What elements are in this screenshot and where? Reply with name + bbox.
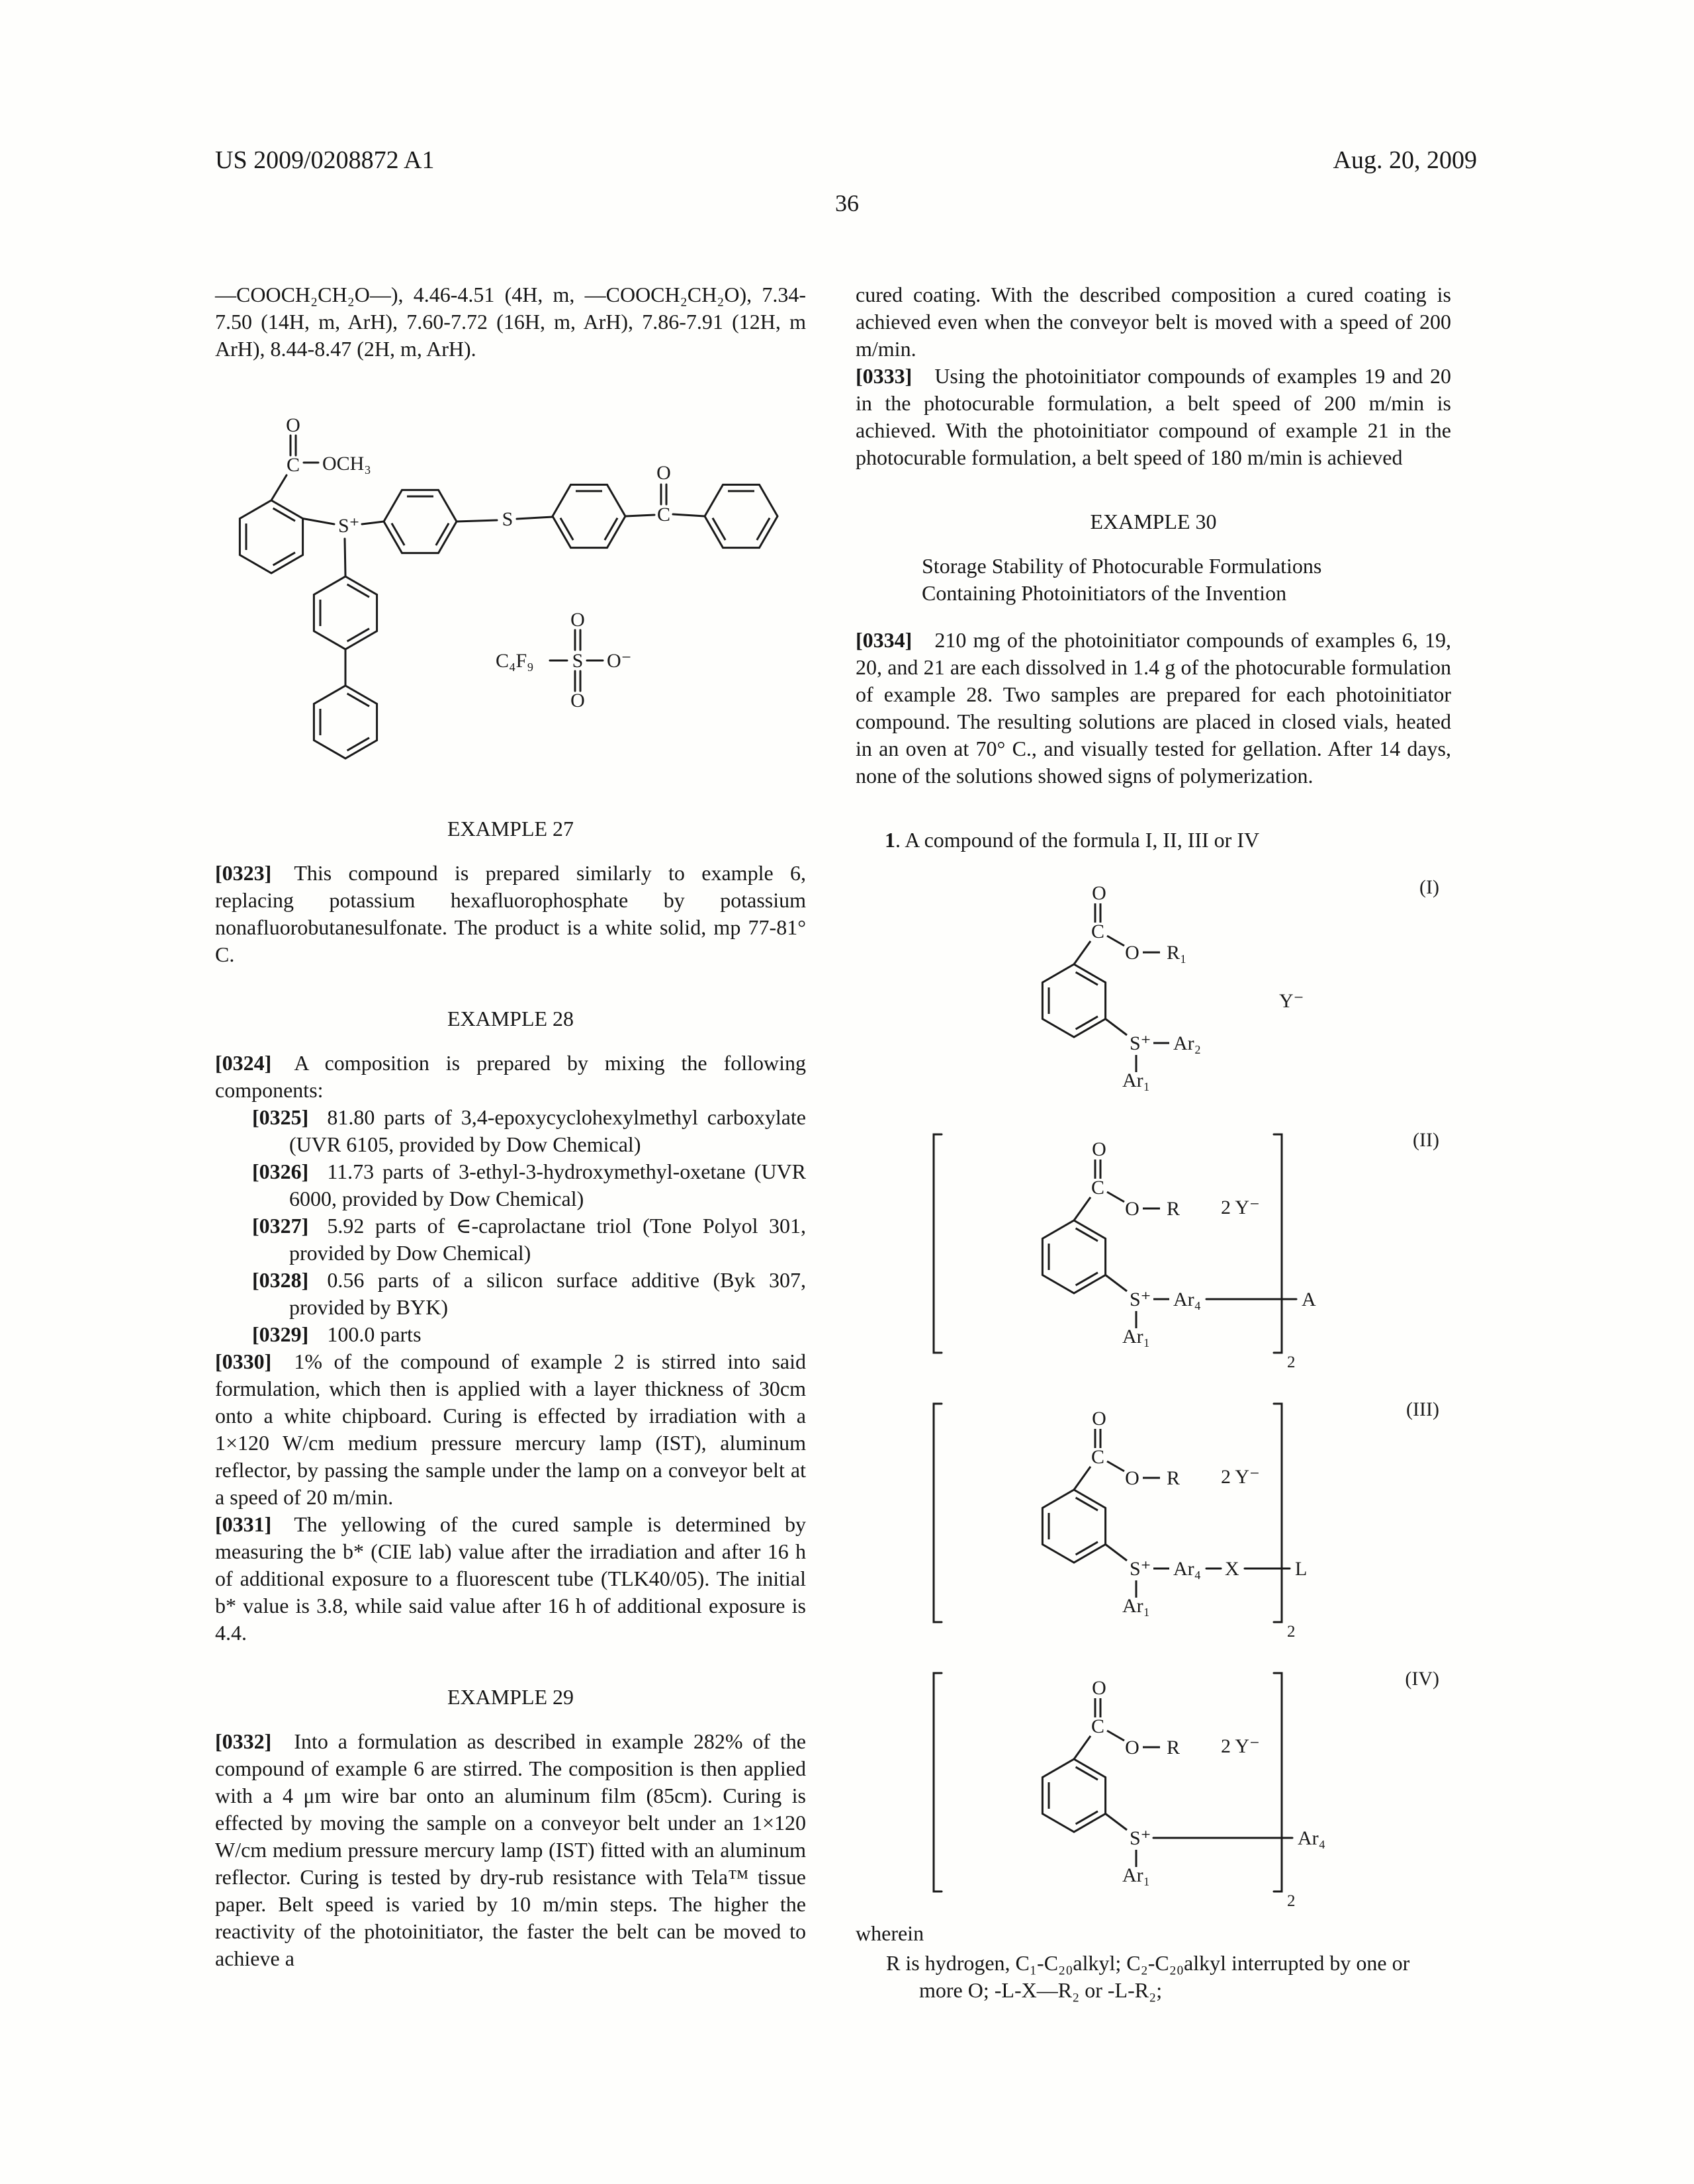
continuation-paragraph: cured coating. With the described composition a cured coating is achieved even when the conveyor belt is moved with a speed of 200 m/min. <box>856 283 1451 361</box>
paragraph-tag: [0329] <box>252 1322 309 1346</box>
paragraph-0324 <box>215 1050 806 1104</box>
left-bracket <box>934 1404 942 1622</box>
right-bracket <box>1274 1134 1282 1353</box>
nmr-continuation-text: —COOCH₂CH₂O—), 4.46-4.51 (4H, m, —COOCH₂CH₂O), 7.34-7.50 (14H, m, ArH), 7.60-7.72 (16H, m, ArH), 7.86-7.91 (12H, m ArH), 8.44-8.47 (2H, m, ArH). <box>215 283 806 361</box>
bracket-subscript: 2 <box>1287 1892 1296 1910</box>
patent-number: US 2009/0208872 A1 <box>215 146 435 174</box>
ar2-label: Ar₂ <box>1173 1032 1202 1054</box>
ar1-label: Ar₁ <box>1122 1595 1151 1617</box>
sulfonium-salt-structure-diagram <box>215 394 804 778</box>
formula-iii-diagram <box>856 1384 1445 1645</box>
right-bracket <box>1274 1404 1282 1622</box>
paragraph-text: A composition is prepared by mixing the following components: <box>215 1051 806 1102</box>
paragraph-text: 11.73 parts of 3-ethyl-3-hydroxymethyl-oxetane (UVR 6000, provided by Dow Chemical) <box>289 1160 806 1210</box>
paragraph-text: 81.80 parts of 3,4-epoxycyclohexylmethyl carboxylate (UVR 6105, provided by Dow Chemical) <box>289 1105 806 1156</box>
benzoyl-carbon-label: C <box>656 504 671 525</box>
counterion-label: 2 Y⁻ <box>1221 1466 1260 1488</box>
paragraph-tag: [0331] <box>215 1512 272 1536</box>
benzene-ring <box>705 484 778 547</box>
nonaflate-oxide-label: O⁻ <box>607 650 632 672</box>
claim-1 <box>856 827 1451 854</box>
ester-oxygen-label: O <box>1125 1737 1139 1758</box>
nonaflate-oxygen-top-label: O <box>570 609 585 631</box>
example-29-heading: EXAMPLE 29 <box>447 1685 574 1709</box>
benzene-ring <box>314 576 377 649</box>
carbonyl-carbon-label: C <box>1091 1177 1105 1199</box>
benzene-ring <box>314 686 377 758</box>
paragraph-0331 <box>215 1511 806 1647</box>
paragraph-0334 <box>856 627 1451 790</box>
nonaflate-chain-label: C₄F₉ <box>496 650 534 672</box>
formula-ii-number: (II) <box>1413 1129 1439 1151</box>
paragraph-0329 <box>215 1321 806 1348</box>
claim-number: 1 <box>885 828 895 852</box>
sulfonium-label: S⁺ <box>338 515 360 537</box>
benzene-ring <box>384 490 457 553</box>
left-bracket <box>934 1134 942 1353</box>
paragraph-0332 <box>215 1728 806 1972</box>
paragraph-text: The yellowing of the cured sample is determined by measuring the b* (CIE lab) value after the irradiation and after 16 h of additional exposure to a fluorescent tube (TLK40/05). The initial b* value is 3.8, while said value after 16 h of additional exposure is 4.4. <box>215 1512 806 1645</box>
methoxy-label: OCH₃ <box>322 453 371 475</box>
a-group-label: A <box>1302 1289 1316 1310</box>
right-bracket <box>1274 1673 1282 1891</box>
r-substituent-label: R <box>1167 1737 1181 1758</box>
example-28-heading: EXAMPLE 28 <box>447 1007 574 1030</box>
paragraph-0333 <box>856 363 1451 471</box>
paragraph-text: 0.56 parts of a silicon surface additive (Byk 307, provided by BYK) <box>289 1268 806 1319</box>
carbonyl-oxygen-label: O <box>1092 1138 1106 1160</box>
bracket-subscript: 2 <box>1287 1623 1296 1641</box>
carbonyl-oxygen-label: O <box>1092 882 1106 904</box>
formula-iii-number: (III) <box>1406 1398 1439 1420</box>
paragraph-0323 <box>215 860 806 968</box>
ester-carbonyl-oxygen-label: O <box>286 414 300 436</box>
example-30-subtitle: Storage Stability of Photocurable Formulations Containing Photoinitiators of the Invention <box>922 554 1322 605</box>
r-definition: R is hydrogen, C₁-C₂₀alkyl; C₂-C₂₀alkyl interrupted by one or more O; -L-X—R₂ or -L-R₂; <box>886 1951 1410 2002</box>
r-substituent-label: R <box>1167 1467 1181 1489</box>
paragraph-text: 1% of the compound of example 2 is stirred into said formulation, which then is applied with a layer thickness of 30cm onto a white chipboard. Curing is effected by irradiation with a 1×120 W/cm medium pressure mercury lamp (IST), aluminum reflector, by passing the sample under the lamp on a conveyor belt at a speed of 20 m/min. <box>215 1349 806 1509</box>
left-bracket <box>934 1673 942 1891</box>
sulfonium-label: S⁺ <box>1130 1289 1151 1310</box>
paragraph-text: This compound is prepared similarly to example 6, replacing potassium hexafluorophosphate by potassium nonafluorobutanesulfonate. The product is a white solid, mp 77-81° C. <box>215 861 806 966</box>
ester-oxygen-label: O <box>1125 1467 1139 1489</box>
paragraph-tag: [0334] <box>856 628 913 652</box>
paragraph-tag: [0324] <box>215 1051 272 1075</box>
r-substituent-label: R <box>1167 1198 1181 1220</box>
example-30-heading: EXAMPLE 30 <box>1090 510 1217 533</box>
carbonyl-carbon-label: C <box>1091 921 1105 942</box>
paragraph-0325 <box>215 1104 806 1158</box>
bracket-subscript: 2 <box>1287 1353 1296 1371</box>
wherein-line: wherein <box>856 1921 924 1945</box>
ester-oxygen-label: O <box>1125 1198 1139 1220</box>
publication-date: Aug. 20, 2009 <box>1333 146 1477 174</box>
counterion-label: 2 Y⁻ <box>1221 1197 1260 1218</box>
formula-iv-diagram <box>856 1653 1445 1915</box>
ar4-label: Ar₄ <box>1173 1289 1202 1310</box>
paragraph-tag: [0330] <box>215 1349 272 1373</box>
paragraph-text: 100.0 parts <box>327 1322 422 1346</box>
paragraph-text: Using the photoinitiator compounds of examples 19 and 20 in the photocurable formulation, a belt speed of 200 m/min is achieved. With the photoinitiator compound of example 21 in the photocurable formulation, a belt speed of 180 m/min is achieved <box>856 364 1451 469</box>
claim-text: . A compound of the formula I, II, III or IV <box>895 828 1260 852</box>
paragraph-tag: [0325] <box>252 1105 309 1129</box>
nonaflate-sulfur-label: S <box>572 650 584 672</box>
sulfonium-label: S⁺ <box>1130 1558 1151 1580</box>
paragraph-tag: [0332] <box>215 1729 272 1753</box>
paragraph-tag: [0328] <box>252 1268 309 1292</box>
left-column <box>215 281 806 1972</box>
sulfonium-label: S⁺ <box>1130 1827 1151 1849</box>
formula-i-diagram <box>856 862 1445 1107</box>
paragraph-tag: [0323] <box>215 861 272 885</box>
formula-ii-diagram <box>856 1115 1445 1376</box>
x-linker-label: X <box>1225 1558 1239 1580</box>
ester-carbon-label: C <box>286 454 300 476</box>
paragraph-text: Into a formulation as described in example 282% of the compound of example 6 are stirred. The composition is then applied with a 4 μm wire bar onto an aluminum film (85cm). Curing is effected by moving the sample on a conveyor belt under an 1×120 W/cm medium pressure mercury lamp (IST) fitted with an aluminum reflector. Curing is tested by dry-rub resistance with Tela™ tissue paper. Belt speed is varied by 10 m/min steps. The higher the reactivity of the photoinitiator, the faster the belt can be moved to achieve a <box>215 1729 806 1970</box>
l-group-label: L <box>1295 1558 1308 1580</box>
paragraph-0326 <box>215 1158 806 1212</box>
benzoyl-oxygen-label: O <box>656 462 671 484</box>
carbonyl-oxygen-label: O <box>1092 1677 1106 1699</box>
formula-i-number: (I) <box>1419 876 1439 898</box>
ar4-label: Ar₄ <box>1298 1827 1326 1849</box>
ar4-label: Ar₄ <box>1173 1558 1202 1580</box>
benzene-ring <box>240 500 302 573</box>
paragraph-0328 <box>215 1267 806 1321</box>
carbonyl-carbon-label: C <box>1091 1715 1105 1737</box>
ester-oxygen-label: O <box>1125 942 1139 964</box>
paragraph-tag: [0333] <box>856 364 913 388</box>
ar1-label: Ar₁ <box>1122 1069 1151 1091</box>
example-27-heading: EXAMPLE 27 <box>447 817 574 841</box>
sulfonium-label: S⁺ <box>1130 1032 1151 1054</box>
right-column <box>856 281 1451 2004</box>
formula-iv-number: (IV) <box>1405 1668 1439 1690</box>
ar1-label: Ar₁ <box>1122 1864 1151 1886</box>
paragraph-0327 <box>215 1212 806 1267</box>
thioether-sulfur-label: S <box>502 508 513 530</box>
counterion-label: 2 Y⁻ <box>1221 1735 1260 1757</box>
paragraph-text: 210 mg of the photoinitiator compounds of examples 6, 19, 20, and 21 are each dissolved in 1.4 g of the photocurable formulation of example 28. Two samples are prepared for each photoinitiator compound. The resulting solutions are placed in closed vials, heated in an oven at 70° C., and visually tested for gellation. After 14 days, none of the solutions showed signs of polymerization. <box>856 628 1451 788</box>
r1-substituent-label: R₁ <box>1167 942 1187 964</box>
ar1-label: Ar₁ <box>1122 1326 1151 1347</box>
nonaflate-oxygen-bottom-label: O <box>570 690 585 711</box>
carbonyl-carbon-label: C <box>1091 1446 1105 1468</box>
carbonyl-oxygen-label: O <box>1092 1408 1106 1430</box>
benzene-ring <box>553 484 625 547</box>
paragraph-text: 5.92 parts of ∈-caprolactane triol (Tone Polyol 301, provided by Dow Chemical) <box>289 1214 806 1265</box>
page-number: 36 <box>835 190 859 216</box>
paragraph-tag: [0326] <box>252 1160 309 1183</box>
paragraph-tag: [0327] <box>252 1214 309 1238</box>
paragraph-0330 <box>215 1348 806 1511</box>
counterion-label: Y⁻ <box>1279 990 1304 1012</box>
